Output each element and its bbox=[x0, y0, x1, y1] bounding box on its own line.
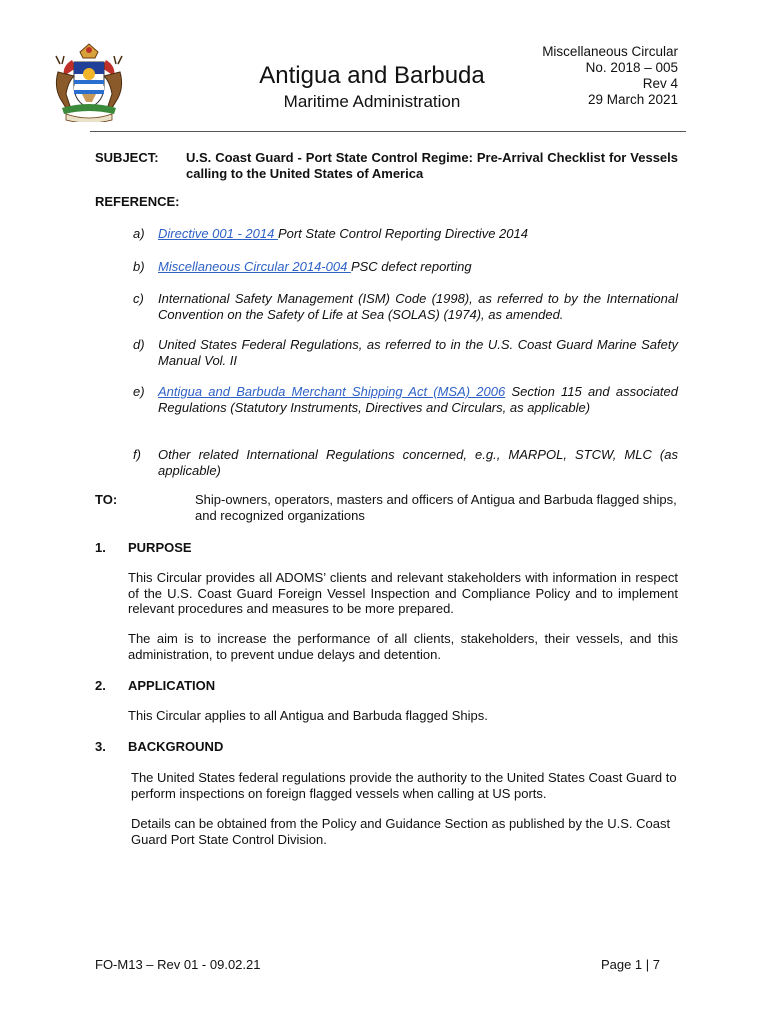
section-title: BACKGROUND bbox=[128, 739, 224, 754]
reference-label: REFERENCE: bbox=[95, 194, 180, 209]
reference-letter: a) bbox=[133, 226, 145, 241]
reference-item: Other related International Regulations concerned, e.g., MARPOL, STCW, MLC (as applicable) bbox=[158, 447, 678, 478]
reference-item: Miscellaneous Circular 2014-004 PSC defect reporting bbox=[158, 259, 472, 274]
to-label: TO: bbox=[95, 492, 118, 507]
circular-date: 29 March 2021 bbox=[587, 92, 678, 107]
reference-item: Directive 001 - 2014 Port State Control Reporting Directive 2014 bbox=[158, 226, 528, 241]
section-paragraph: The United States federal regulations provide the authority to the United States Coast Guard to perform inspections on foreign flagged vessels when calling at US ports. bbox=[131, 770, 677, 801]
reference-link[interactable]: Directive 001 - 2014 bbox=[158, 226, 278, 241]
circular-revision: Rev 4 bbox=[642, 76, 678, 91]
subject-text: U.S. Coast Guard - Port State Control Regime: Pre-Arrival Checklist for Vessels calling to the United States of America bbox=[186, 150, 678, 181]
circular-number: No. 2018 – 005 bbox=[585, 60, 678, 75]
header-divider bbox=[90, 131, 686, 132]
footer-form-number: FO-M13 – Rev 01 - 09.02.21 bbox=[95, 957, 261, 972]
section-title: PURPOSE bbox=[128, 540, 192, 555]
circular-type: Miscellaneous Circular bbox=[542, 44, 678, 59]
reference-letter: c) bbox=[133, 291, 144, 306]
section-paragraph: Details can be obtained from the Policy and Guidance Section as published by the U.S. Coast Guard Port State Control Division. bbox=[131, 816, 671, 847]
subject-label: SUBJECT: bbox=[95, 150, 159, 165]
section-paragraph: This Circular applies to all Antigua and Barbuda flagged Ships. bbox=[128, 708, 488, 723]
coat-of-arms-icon bbox=[52, 42, 126, 122]
reference-item: International Safety Management (ISM) Code (1998), as referred to by the International Convention on the Safety of Life at Sea (SOLAS) (1974), as amended. bbox=[158, 291, 678, 322]
reference-letter: d) bbox=[133, 337, 145, 352]
footer-page-number: Page 1 | 7 bbox=[600, 957, 660, 972]
section-paragraph: The aim is to increase the performance of all clients, stakeholders, their vessels, and this administration, to prevent undue delays and detention. bbox=[128, 631, 678, 662]
page-title: Antigua and Barbuda bbox=[259, 62, 485, 89]
reference-item: United States Federal Regulations, as referred to in the U.S. Coast Guard Marine Safety Manual Vol. II bbox=[158, 337, 678, 368]
section-paragraph: This Circular provides all ADOMS’ clients and relevant stakeholders with information in respect of the U.S. Coast Guard Foreign Vessel Inspection and Compliance Policy and to implement relevant procedures and measures to be more prepared. bbox=[128, 570, 678, 616]
reference-letter: f) bbox=[133, 447, 141, 462]
section-number: 1. bbox=[95, 540, 106, 555]
section-number: 2. bbox=[95, 678, 106, 693]
reference-link[interactable]: Antigua and Barbuda Merchant Shipping Act (MSA) 2006 bbox=[158, 384, 506, 399]
reference-item: Antigua and Barbuda Merchant Shipping Act (MSA) 2006 Section 115 and associated Regulations (Statutory Instruments, Directives and Circulars, as applicable) bbox=[158, 384, 678, 415]
section-number: 3. bbox=[95, 739, 106, 754]
to-text: Ship-owners, operators, masters and officers of Antigua and Barbuda flagged ships, and recognized organizations bbox=[195, 492, 677, 523]
reference-letter: b) bbox=[133, 259, 145, 274]
section-title: APPLICATION bbox=[128, 678, 216, 693]
page-subtitle: Maritime Administration bbox=[283, 92, 461, 111]
reference-link[interactable]: Miscellaneous Circular 2014-004 bbox=[158, 259, 351, 274]
reference-letter: e) bbox=[133, 384, 145, 399]
